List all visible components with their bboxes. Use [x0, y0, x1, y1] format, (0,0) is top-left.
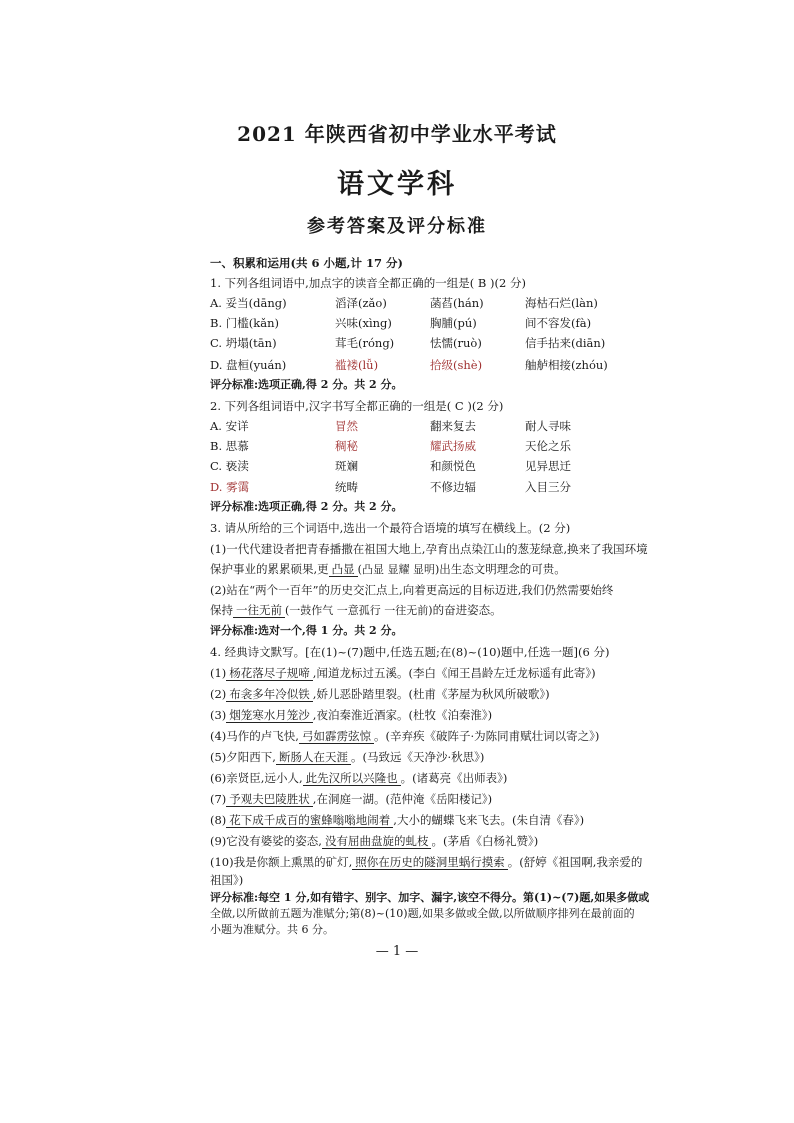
q4-item: [210, 770, 507, 786]
q3-stem: 3. 请从所给的三个词语中,选出一个最符合语境的填写在横线上。(2 分): [210, 521, 571, 535]
q1-option-a-3: 菡萏(hán): [430, 296, 484, 310]
q4-item-answer: 布衾多年冷似铁: [226, 687, 313, 702]
q2-option-c-2: 斑斓: [335, 459, 358, 473]
q4-item: [210, 854, 642, 870]
q2-option-a-4: 耐人寻味: [525, 419, 571, 433]
q1-option-c-1: C. 坍塌(tān): [210, 336, 277, 350]
q4-item-answer: 断肠人在天涯: [276, 750, 351, 765]
q1-option-d-2: 褴褛(lǚ): [335, 358, 379, 372]
q4-item-answer: 杨花落尽子规啼: [226, 666, 313, 681]
q2-option-d-1: D. 雾霭: [210, 480, 250, 494]
q1-option-b-4: 间不容发(fà): [525, 316, 592, 330]
q2-stem: 2. 下列各组词语中,汉字书写全都正确的一组是( C )(2 分): [210, 399, 504, 413]
exam-title: 2021 年陕西省初中学业水平考试: [237, 122, 557, 146]
section-heading: 一、积累和运用(共 6 小题,计 17 分): [210, 256, 403, 270]
q4-item: [210, 665, 596, 681]
q2-option-b-3: 耀武扬威: [430, 439, 476, 453]
q3-p1-options: (凸显 显耀 显明): [357, 563, 440, 576]
q2-score-note: 评分标准:选项正确,得 2 分。共 2 分。: [210, 500, 403, 513]
q4-item: [210, 791, 492, 807]
q1-option-c-2: 茸毛(róng): [335, 336, 395, 350]
q1-option-b-1: B. 门槛(kǎn): [210, 316, 279, 330]
q4-item-continuation: 祖国》): [210, 873, 244, 887]
q4-item-prefix: (10)我是你额上熏黑的矿灯,: [210, 855, 353, 869]
q4-item-suffix: 。(茅盾《白杨礼赞》): [431, 834, 539, 848]
q4-item-suffix: ,大小的蝴蝶飞来飞去。(朱自清《春》): [393, 813, 585, 827]
q3-p1-line2: [210, 561, 566, 578]
q1-option-d-3: 拾级(shè): [430, 358, 483, 372]
subject-title: 语文学科: [337, 169, 457, 200]
q4-item: [210, 812, 584, 828]
document-subtitle: 参考答案及评分标准: [307, 216, 487, 237]
q4-item-suffix: 。(马致远《天净沙·秋思》): [350, 750, 485, 764]
q4-item-prefix: (9)它没有婆娑的姿态,: [210, 834, 322, 848]
q1-option-a-1: A. 妥当(dāng): [210, 296, 287, 310]
q4-item-suffix: 。(诸葛亮《出师表》): [400, 771, 508, 785]
q2-option-b-4: 天伦之乐: [525, 439, 571, 453]
q4-item-prefix: (5)夕阳西下,: [210, 750, 276, 764]
q4-item-prefix: (2): [210, 687, 227, 701]
q4-item-suffix: ,在洞庭一湖。(范仲淹《岳阳楼记》): [312, 792, 493, 806]
q1-option-a-4: 海枯石烂(làn): [525, 296, 598, 310]
q1-option-d-1: D. 盘桓(yuán): [210, 358, 287, 372]
q2-option-b-1: B. 思慕: [210, 439, 249, 453]
q2-option-a-2: 冒然: [335, 419, 358, 433]
q4-item-answer: 花下成千成百的蜜蜂嗡嗡地闹着: [226, 813, 393, 828]
q4-score-note-line2: 全做,以所做前五题为准赋分;第(8)~(10)题,如果多做或全做,以所做顺序排列在最前面的: [210, 907, 635, 920]
q4-score-note-line1: [210, 890, 649, 906]
q4-item-suffix: ,夜泊秦淮近酒家。(杜牧《泊秦淮》): [312, 708, 493, 722]
q3-p1-line1: (1)一代代建设者把青春播撒在祖国大地上,孕育出点染江山的葱茏绿意,换来了我国环境: [210, 542, 648, 556]
q4-item-answer: 没有屈曲盘旋的虬枝: [322, 834, 432, 849]
q1-option-b-3: 胸脯(pú): [430, 316, 477, 330]
q1-option-c-4: 信手拈来(diān): [525, 336, 606, 350]
q4-item-answer: 弓如霹雳弦惊: [299, 729, 374, 744]
q3-p2-line2: [210, 602, 502, 619]
q4-item-prefix: (8): [210, 813, 227, 827]
q3-p1-prefix: 保护事业的累累硕果,更: [210, 562, 329, 576]
q4-item: [210, 686, 550, 702]
q4-score-text-1: 评分标准:每空 1 分,如有错字、别字、加字、漏字,该空不得分。第(1)~(7)题,如果多做或: [210, 891, 650, 904]
page-number: — 1 —: [375, 944, 419, 959]
q2-option-b-2: 稠秘: [335, 439, 358, 453]
q4-item-prefix: (6)亲贤臣,远小人,: [210, 771, 303, 785]
q2-option-a-1: A. 安详: [210, 419, 249, 433]
q1-option-d-4: 舳舻相接(zhóu): [525, 358, 608, 372]
q3-p2-suffix: 的奋进姿态。: [432, 603, 502, 617]
q4-item: [210, 749, 484, 765]
q4-item-suffix: ,闻道龙标过五溪。(李白《闻王昌龄左迁龙标遥有此寄》): [312, 666, 596, 680]
q2-option-d-2: 统畴: [335, 480, 358, 494]
q4-item-prefix: (1): [210, 666, 227, 680]
q2-option-c-3: 和颜悦色: [430, 459, 476, 473]
q4-item-prefix: (3): [210, 708, 227, 722]
q4-item-answer: 予观夫巴陵胜状: [226, 792, 313, 807]
q4-item-answer: 烟笼寒水月笼沙: [226, 708, 313, 723]
q3-p2-options: (一鼓作气 一意孤行 一往无前): [285, 604, 433, 617]
q4-item: [210, 833, 538, 849]
q1-option-b-2: 兴味(xìng): [335, 316, 392, 330]
q4-score-note-line3: 小题为准赋分。共 6 分。: [210, 923, 334, 936]
q4-item-prefix: (7): [210, 792, 227, 806]
q2-option-d-3: 不修边辐: [430, 480, 476, 494]
q4-item: [210, 728, 599, 744]
q4-item-answer: 照你在历史的隧洞里蜗行摸索: [352, 855, 508, 870]
q2-option-c-4: 见异思迁: [525, 459, 571, 473]
q2-option-c-1: C. 亵渎: [210, 459, 249, 473]
q1-score-note: 评分标准:选项正确,得 2 分。共 2 分。: [210, 378, 403, 391]
q4-item-answer: 此先汉所以兴隆也: [303, 771, 401, 786]
q4-item: [210, 707, 492, 723]
q3-p1-answer: 凸显: [329, 562, 358, 577]
q4-item-suffix: ,娇儿恶卧踏里裂。(杜甫《茅屋为秋风所破歌》): [312, 687, 550, 701]
q3-p1-suffix: 出生态文明理念的可贵。: [439, 562, 566, 576]
q3-p2-answer: 一往无前: [233, 603, 285, 618]
q1-stem: 1. 下列各组词语中,加点字的读音全都正确的一组是( B )(2 分): [210, 276, 526, 290]
q2-option-d-4: 入目三分: [525, 480, 571, 494]
q4-item-suffix: 。(辛弃疾《破阵子·为陈同甫赋壮词以寄之》): [373, 729, 600, 743]
q1-option-a-2: 滔泽(zǎo): [335, 296, 387, 310]
q3-score-note: 评分标准:选对一个,得 1 分。共 2 分。: [210, 624, 403, 637]
q2-option-a-3: 翻来复去: [430, 419, 476, 433]
q4-item-prefix: (4)马作的卢飞快,: [210, 729, 299, 743]
q4-stem: 4. 经典诗文默写。[在(1)~(7)题中,任选五题;在(8)~(10)题中,任选一题](6 分): [210, 645, 610, 659]
q4-item-suffix: 。(舒婷《祖国啊,我亲爱的: [507, 855, 643, 869]
q3-p2-line1: (2)站在“两个一百年”的历史交汇点上,向着更高远的目标迈进,我们仍然需要始终: [210, 583, 614, 597]
q1-option-c-3: 怯懦(ruò): [430, 336, 482, 350]
q3-p2-prefix: 保持: [210, 603, 233, 617]
